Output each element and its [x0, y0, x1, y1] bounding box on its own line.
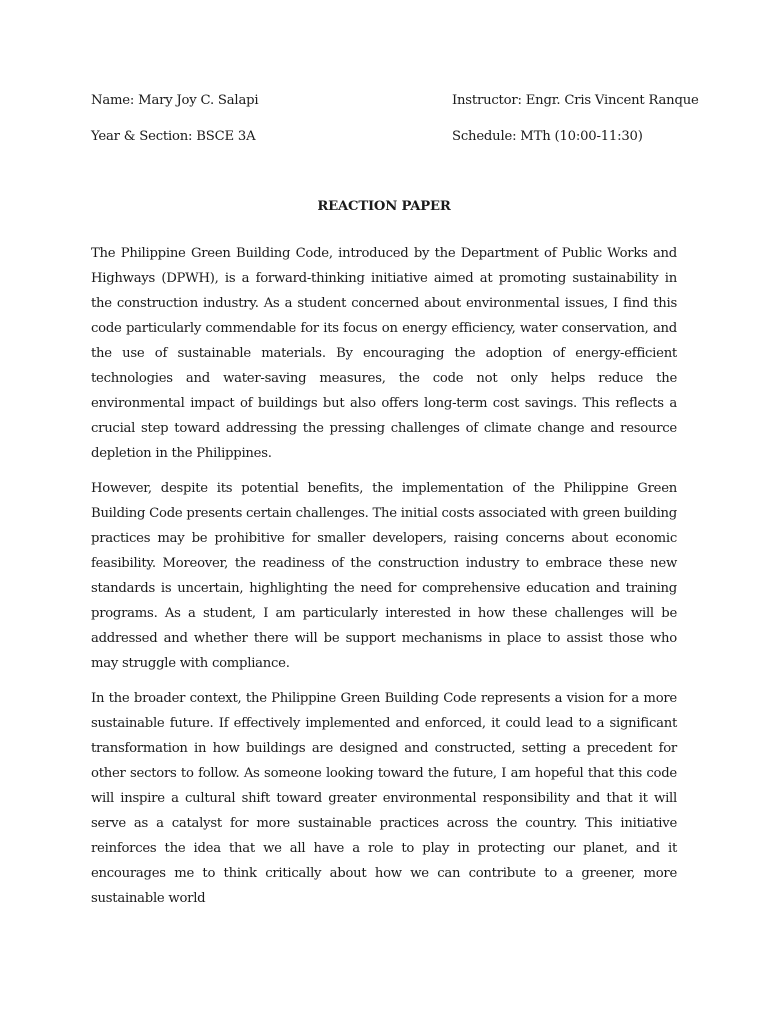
instructor-name: Instructor: Engr. Cris Vincent Ranque: [452, 93, 699, 108]
paper-body: [91, 241, 677, 921]
student-name: Name: Mary Joy C. Salapi: [91, 93, 259, 108]
year-section: Year & Section: BSCE 3A: [91, 129, 256, 144]
paragraph-3: In the broader context, the Philippine Green Building Code represents a vision for a more sustainable future. If effectively implemented and enforced, it could lead to a significant transformation in how buildings are designed and constructed, setting a precedent for other sectors to follow. As someone looking toward the future, I am hopeful that this code will inspire a cultural shift toward greater environmental responsibility and that it will serve as a catalyst for more sustainable practices across the country. This initiative reinforces the idea that we all have a role to play in protecting our planet, and it encourages me to think critically about how we can contribute to a greener, more sustainable world: [91, 691, 677, 906]
paragraph-1: The Philippine Green Building Code, introduced by the Department of Public Works and Highways (DPWH), is a forward-thinking initiative aimed at promoting sustainability in the construction industry. As a student concerned about environmental issues, I find this code particularly commendable for its focus on energy efficiency, water conservation, and the use of sustainable materials. By encouraging the adoption of energy-efficient technologies and water-saving measures, the code not only helps reduce the environmental impact of buildings but also offers long-term cost savings. This reflects a crucial step toward addressing the pressing challenges of climate change and resource depletion in the Philippines.: [91, 246, 677, 461]
paragraph-2: However, despite its potential benefits, the implementation of the Philippine Green Building Code presents certain challenges. The initial costs associated with green building practices may be prohibitive for smaller developers, raising concerns about economic feasibility. Moreover, the readiness of the construction industry to embrace these new standards is uncertain, highlighting the need for comprehensive education and training programs. As a student, I am particularly interested in how these challenges will be addressed and whether there will be support mechanisms in place to assist those who may struggle with compliance.: [91, 481, 677, 671]
class-schedule: Schedule: MTh (10:00-11:30): [452, 129, 643, 144]
paper-title: REACTION PAPER: [317, 199, 451, 214]
